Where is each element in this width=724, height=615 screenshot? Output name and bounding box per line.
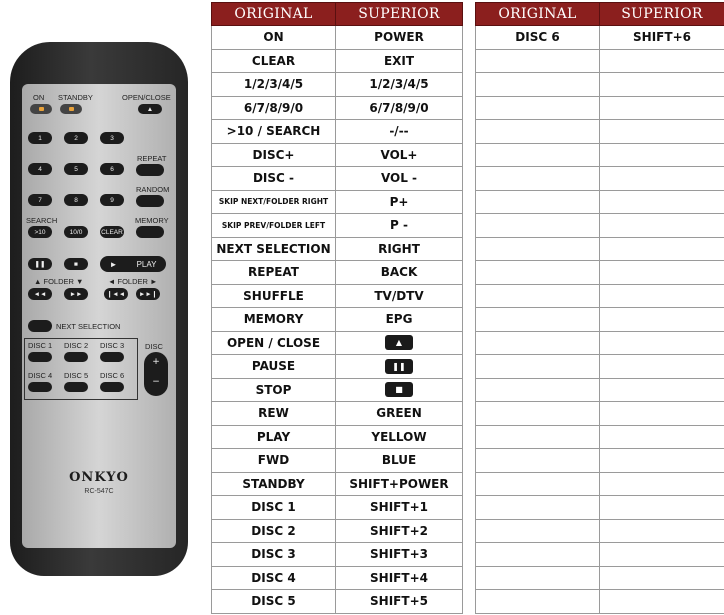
pause-icon: ❚❚ [385, 359, 413, 374]
original-cell [476, 237, 600, 261]
superior-cell: P - [336, 214, 463, 238]
folder-left-right-label: ◄ FOLDER ► [108, 277, 158, 286]
original-cell [476, 378, 600, 402]
original-cell: >10 / SEARCH [212, 120, 336, 144]
table-row [476, 472, 724, 496]
mapping-table-left [211, 2, 463, 614]
superior-cell: SHIFT+6 [600, 26, 724, 50]
original-cell [476, 566, 600, 590]
number-button-2: 2 [64, 132, 88, 144]
superior-cell [600, 214, 724, 238]
original-cell: REW [212, 402, 336, 426]
superior-cell [600, 566, 724, 590]
superior-cell [600, 120, 724, 144]
original-cell [476, 543, 600, 567]
table-row [212, 167, 463, 191]
original-cell [476, 449, 600, 473]
eject-button: ▲ [138, 104, 162, 114]
column-header-original: ORIGINAL [476, 3, 600, 26]
table-row [212, 143, 463, 167]
superior-cell: VOL - [336, 167, 463, 191]
original-cell [476, 49, 600, 73]
table-row [212, 331, 463, 355]
original-cell: DISC 2 [212, 519, 336, 543]
superior-cell: TV/DTV [336, 284, 463, 308]
superior-cell [600, 190, 724, 214]
superior-cell: EXIT [336, 49, 463, 73]
original-cell: PAUSE [212, 355, 336, 379]
folder-up-down-label: ▲ FOLDER ▼ [34, 277, 84, 286]
superior-cell [600, 425, 724, 449]
repeat-label: REPEAT [137, 154, 167, 163]
table-row [476, 402, 724, 426]
original-cell: DISC 4 [212, 566, 336, 590]
table-row [476, 237, 724, 261]
original-cell: OPEN / CLOSE [212, 331, 336, 355]
skip-next-button: ►►❙ [136, 288, 160, 300]
disc-label: DISC [145, 342, 163, 351]
original-cell: SKIP NEXT/FOLDER RIGHT [212, 190, 336, 214]
play-label: PLAY [136, 259, 157, 269]
disc-button-4 [28, 382, 52, 392]
stop-button: ■ [64, 258, 88, 270]
table-row [476, 425, 724, 449]
original-cell [476, 519, 600, 543]
disc-button-1 [28, 352, 52, 362]
disc-button-label-1: DISC 1 [28, 341, 53, 350]
table-row [212, 472, 463, 496]
original-cell: FWD [212, 449, 336, 473]
table-row [476, 590, 724, 614]
random-label: RANDOM [136, 185, 170, 194]
superior-cell [600, 143, 724, 167]
table-row [212, 590, 463, 614]
original-cell: REPEAT [212, 261, 336, 285]
superior-cell [600, 402, 724, 426]
superior-cell [600, 496, 724, 520]
number-button-5: 5 [64, 163, 88, 175]
memory-button [136, 226, 164, 238]
superior-cell: VOL+ [336, 143, 463, 167]
eject-icon: ▲ [385, 335, 413, 350]
superior-cell [600, 472, 724, 496]
disc-button-5 [64, 382, 88, 392]
table-row [476, 26, 724, 50]
original-cell [476, 331, 600, 355]
table-row [212, 566, 463, 590]
disc-button-label-6: DISC 6 [100, 371, 125, 380]
superior-cell: SHIFT+5 [336, 590, 463, 614]
original-cell: MEMORY [212, 308, 336, 332]
original-cell: STOP [212, 378, 336, 402]
original-cell: PLAY [212, 425, 336, 449]
table-row [212, 120, 463, 144]
table-row [212, 355, 463, 379]
table-row [212, 378, 463, 402]
original-cell: DISC - [212, 167, 336, 191]
table-row [476, 73, 724, 97]
table-row [212, 308, 463, 332]
superior-cell [600, 331, 724, 355]
rew-button: ◄◄ [28, 288, 52, 300]
original-cell: DISC 1 [212, 496, 336, 520]
table-row [476, 143, 724, 167]
superior-cell: -/-- [336, 120, 463, 144]
original-cell: NEXT SELECTION [212, 237, 336, 261]
superior-cell: 1/2/3/4/5 [336, 73, 463, 97]
standby-button [60, 104, 82, 114]
superior-cell: POWER [336, 26, 463, 50]
number-button-3: 3 [100, 132, 124, 144]
superior-cell [600, 73, 724, 97]
original-cell [476, 284, 600, 308]
disc-button-3 [100, 352, 124, 362]
original-cell: DISC 3 [212, 543, 336, 567]
superior-cell [336, 331, 463, 355]
original-cell [476, 214, 600, 238]
disc-plus-minus-rocker: + − [144, 352, 168, 396]
original-cell [476, 167, 600, 191]
table-row [476, 190, 724, 214]
disc-button-label-3: DISC 3 [100, 341, 125, 350]
row4-button-0: >10 [28, 226, 52, 238]
original-cell: CLEAR [212, 49, 336, 73]
superior-cell [600, 96, 724, 120]
original-cell [476, 261, 600, 285]
skip-prev-button: ❙◄◄ [104, 288, 128, 300]
original-cell [476, 425, 600, 449]
table-row [212, 96, 463, 120]
table-row [476, 496, 724, 520]
next-selection-label: NEXT SELECTION [56, 322, 121, 331]
superior-cell [336, 355, 463, 379]
original-cell: ON [212, 26, 336, 50]
superior-cell [600, 167, 724, 191]
superior-cell [600, 449, 724, 473]
superior-cell: EPG [336, 308, 463, 332]
table-row [212, 261, 463, 285]
original-cell [476, 402, 600, 426]
superior-cell [600, 237, 724, 261]
table-row [476, 449, 724, 473]
row4-button-1: 10/0 [64, 226, 88, 238]
number-button-1: 1 [28, 132, 52, 144]
superior-cell [600, 355, 724, 379]
original-cell: SKIP PREV/FOLDER LEFT [212, 214, 336, 238]
table-row [476, 214, 724, 238]
table-row [212, 496, 463, 520]
original-cell [476, 590, 600, 614]
superior-cell [600, 378, 724, 402]
table-row [476, 355, 724, 379]
column-header-original: ORIGINAL [212, 3, 336, 26]
table-row [476, 519, 724, 543]
table-row [476, 284, 724, 308]
table-row [212, 190, 463, 214]
mapping-table-right [475, 2, 724, 614]
superior-cell: RIGHT [336, 237, 463, 261]
superior-cell [600, 543, 724, 567]
superior-cell: SHIFT+2 [336, 519, 463, 543]
original-cell: 6/7/8/9/0 [212, 96, 336, 120]
superior-cell: BACK [336, 261, 463, 285]
table-row [212, 449, 463, 473]
disc-button-2 [64, 352, 88, 362]
superior-cell: 6/7/8/9/0 [336, 96, 463, 120]
search-label: SEARCH [26, 216, 58, 225]
table-row [476, 378, 724, 402]
table-row [476, 261, 724, 285]
original-cell: DISC 5 [212, 590, 336, 614]
original-cell [476, 355, 600, 379]
memory-label: MEMORY [135, 216, 169, 225]
table-row [212, 425, 463, 449]
original-cell [476, 190, 600, 214]
original-cell [476, 496, 600, 520]
table-row [476, 308, 724, 332]
superior-cell: GREEN [336, 402, 463, 426]
next-selection-button [28, 320, 52, 332]
disc-button-label-5: DISC 5 [64, 371, 89, 380]
disc-button-label-2: DISC 2 [64, 341, 89, 350]
original-cell: STANDBY [212, 472, 336, 496]
open-close-label: OPEN/CLOSE [122, 93, 171, 102]
number-button-8: 8 [64, 194, 88, 206]
superior-cell: SHIFT+4 [336, 566, 463, 590]
table-row [212, 73, 463, 97]
number-button-7: 7 [28, 194, 52, 206]
superior-cell [600, 261, 724, 285]
number-button-4: 4 [28, 163, 52, 175]
table-row [476, 49, 724, 73]
table-row [212, 26, 463, 50]
superior-cell [600, 590, 724, 614]
original-cell: SHUFFLE [212, 284, 336, 308]
disc-button-6 [100, 382, 124, 392]
table-row [212, 284, 463, 308]
number-button-6: 6 [100, 163, 124, 175]
superior-cell: YELLOW [336, 425, 463, 449]
original-cell [476, 143, 600, 167]
table-row [212, 543, 463, 567]
superior-cell: BLUE [336, 449, 463, 473]
superior-cell [336, 378, 463, 402]
table-row [212, 519, 463, 543]
table-row [476, 566, 724, 590]
superior-cell: SHIFT+3 [336, 543, 463, 567]
brand-logo: ONKYO [69, 470, 129, 485]
original-cell [476, 120, 600, 144]
on-label: ON [33, 93, 45, 102]
table-row [476, 120, 724, 144]
original-cell: DISC+ [212, 143, 336, 167]
column-header-superior: SUPERIOR [600, 3, 724, 26]
table-row [476, 96, 724, 120]
superior-cell [600, 284, 724, 308]
superior-cell: P+ [336, 190, 463, 214]
original-cell [476, 308, 600, 332]
superior-cell: SHIFT+POWER [336, 472, 463, 496]
remote-control-image [10, 42, 188, 576]
original-cell [476, 73, 600, 97]
play-button: ► PLAY [100, 256, 166, 272]
disc-button-label-4: DISC 4 [28, 371, 53, 380]
table-row [476, 543, 724, 567]
table-row [212, 49, 463, 73]
stop-icon: ■ [385, 382, 413, 397]
model-number: RC-547C [84, 488, 114, 495]
original-cell: DISC 6 [476, 26, 600, 50]
table-row [476, 331, 724, 355]
original-cell [476, 96, 600, 120]
column-header-superior: SUPERIOR [336, 3, 463, 26]
standby-label: STANDBY [58, 93, 93, 102]
table-row [476, 167, 724, 191]
original-cell: 1/2/3/4/5 [212, 73, 336, 97]
superior-cell [600, 308, 724, 332]
repeat-button [136, 164, 164, 176]
table-row [212, 214, 463, 238]
fwd-button: ►► [64, 288, 88, 300]
superior-cell: SHIFT+1 [336, 496, 463, 520]
table-row [212, 402, 463, 426]
on-button [30, 104, 52, 114]
random-button [136, 195, 164, 207]
row4-button-2: CLEAR [100, 226, 124, 238]
table-row [212, 237, 463, 261]
number-button-9: 9 [100, 194, 124, 206]
pause-button: ❚❚ [28, 258, 52, 270]
superior-cell [600, 519, 724, 543]
superior-cell [600, 49, 724, 73]
original-cell [476, 472, 600, 496]
